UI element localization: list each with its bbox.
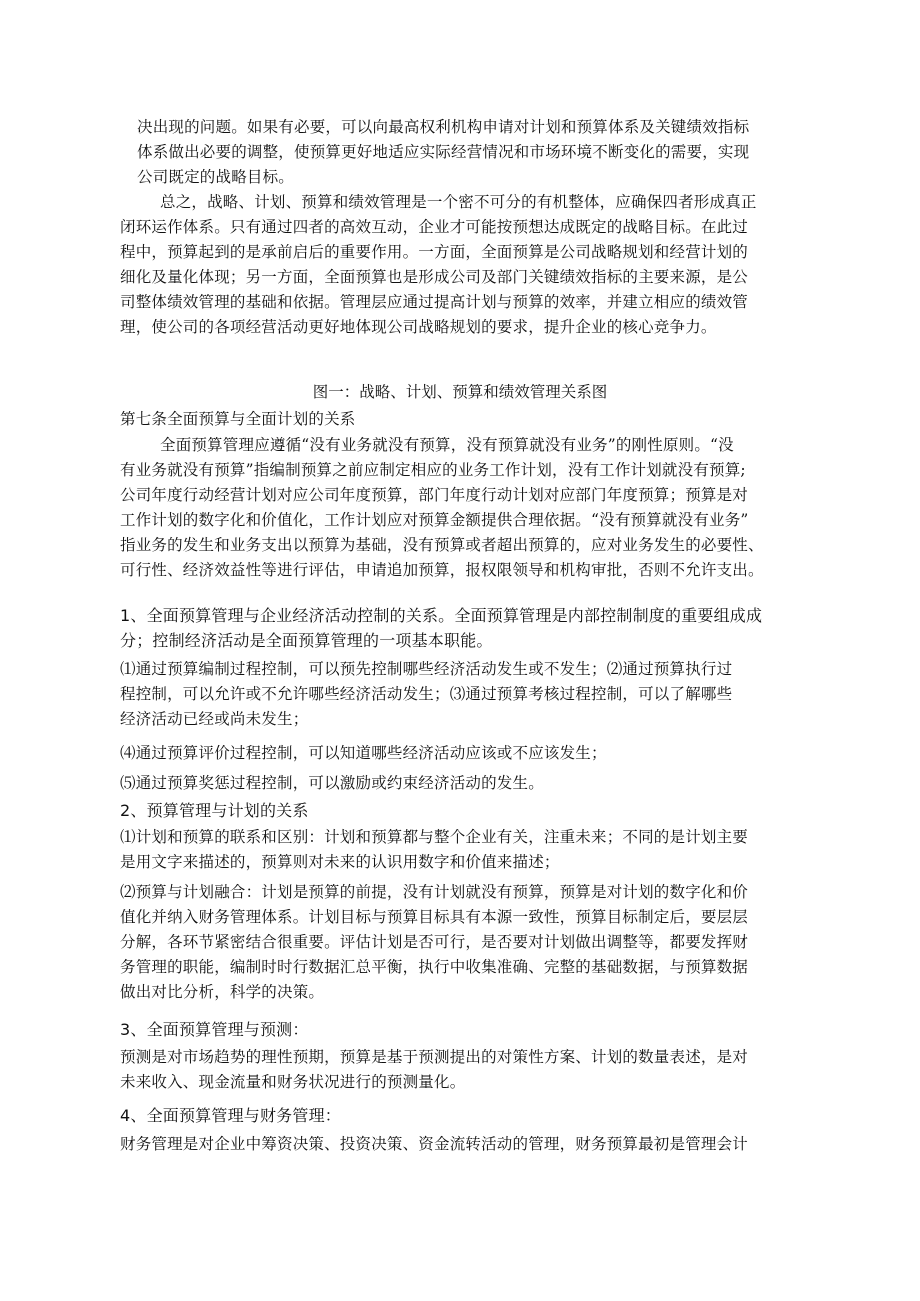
- text-line: 工作计划的数字化和价值化，工作计划应对预算金额提供合理依据。“没有预算就没有业务”: [120, 511, 749, 529]
- text-line: 决出现的问题。如果有必要，可以向最高权利机构申请对计划和预算体系及关键绩效指标: [137, 118, 750, 136]
- text-line: 程控制，可以允许或不允许哪些经济活动发生；⑶通过预算考核过程控制，可以了解哪些: [120, 685, 733, 703]
- section-2-item-2: [120, 880, 748, 1005]
- section-4-body: [120, 1132, 748, 1157]
- text-line: 第七条全面预算与全面计划的关系: [120, 410, 356, 428]
- text-line: ⑵预算与计划融合：计划是预算的前提，没有计划就没有预算，预算是对计划的数字化和价: [120, 883, 749, 901]
- section-2-heading: [120, 798, 309, 823]
- text-line: 务管理的职能，编制时时行数据汇总平衡，执行中收集准确、完整的基础数据，与预算数据: [120, 958, 749, 976]
- text-line: 程中，预算起到的是承前启后的重要作用。一方面，全面预算是公司战略规划和经营计划的: [120, 243, 749, 261]
- section-1-heading: [120, 603, 762, 653]
- text-line: 4、全面预算管理与财务管理：: [120, 1106, 341, 1125]
- section-1-item-5: [120, 771, 544, 796]
- text-line: 细化及量化体现；另一方面，全面预算也是形成公司及部门关键绩效指标的主要来源，是公: [120, 268, 749, 286]
- text-line: 公司既定的战略目标。: [137, 168, 295, 186]
- section-1-items: [120, 657, 732, 732]
- section-1-item-4: [120, 741, 607, 766]
- text-line: 可行性、经济效益性等进行评估，申请追加预算，报权限领导和机构审批，否则不允许支出。: [120, 561, 764, 579]
- article-title: [120, 407, 356, 432]
- text-line: 财务管理是对企业中筹资决策、投资决策、资金流转活动的管理，财务预算最初是管理会计: [120, 1135, 749, 1153]
- text-line: 3、全面预算管理与预测：: [120, 1020, 309, 1039]
- text-line: 全面预算管理应遵循“没有业务就没有预算，没有预算就没有业务”的刚性原则。“没: [160, 436, 734, 454]
- text-line: 闭环运作体系。只有通过四者的高效互动，企业才可能按预想达成既定的战略目标。在此过: [120, 218, 749, 236]
- text-line: 未来收入、现金流量和财务状况进行的预测量化。: [120, 1073, 466, 1091]
- text-line: 是用文字来描述的，预算则对未来的认识用数字和价值来描述；: [120, 853, 560, 871]
- text-line: 有业务就没有预算”指编制预算之前应制定相应的业务工作计划，没有工作计划就没有预算;: [120, 461, 746, 479]
- text-line: 做出对比分析，科学的决策。: [120, 983, 325, 1001]
- text-line: 分解，各环节紧密结合很重要。评估计划是否可行，是否要对计划做出调整等，都要发挥财: [120, 933, 749, 951]
- text-line: ⑷通过预算评价过程控制，可以知道哪些经济活动应该或不应该发生；: [120, 744, 607, 762]
- section-4-heading: [120, 1103, 341, 1128]
- text-line: 预测是对市场趋势的理性预期，预算是基于预测提出的对策性方案、计划的数量表述，是对: [120, 1048, 749, 1066]
- paragraph-article7: [120, 433, 764, 583]
- section-3-heading: [120, 1017, 309, 1042]
- text-line: ⑸通过预算奖惩过程控制，可以激励或约束经济活动的发生。: [120, 774, 544, 792]
- text-line: 总之，战略、计划、预算和绩效管理是一个密不可分的有机整体，应确保四者形成真正: [160, 193, 757, 211]
- text-line: 公司年度行动经营计划对应公司年度预算，部门年度行动计划对应部门年度预算；预算是对: [120, 486, 749, 504]
- section-2-item-1: [120, 825, 748, 875]
- section-3-body: [120, 1045, 748, 1095]
- paragraph-summary: [120, 190, 757, 340]
- text-line: 司整体绩效管理的基础和依据。管理层应通过提高计划与预算的效率，并建立相应的绩效管: [120, 293, 749, 311]
- text-line: ⑴通过预算编制过程控制，可以预先控制哪些经济活动发生或不发生；⑵通过预算执行过: [120, 660, 733, 678]
- text-line: 体系做出必要的调整，使预算更好地适应实际经营情况和市场环境不断变化的需要，实现: [137, 143, 750, 161]
- text-line: 经济活动已经或尚未发生；: [120, 710, 309, 728]
- text-line: 2、预算管理与计划的关系: [120, 801, 309, 820]
- paragraph-continuation: [137, 115, 749, 190]
- text-line: 值化并纳入财务管理体系。计划目标与预算目标具有本源一致性，预算目标制定后，要层层: [120, 908, 749, 926]
- figure-caption: 图一：战略、计划、预算和绩效管理关系图: [312, 383, 608, 401]
- text-line: ⑴计划和预算的联系和区别：计划和预算都与整个企业有关，注重未来；不同的是计划主要: [120, 828, 749, 846]
- text-line: 理，使公司的各项经营活动更好地体现公司战略规划的要求，提升企业的核心竞争力。: [120, 318, 717, 336]
- text-line: 指业务的发生和业务支出以预算为基础，没有预算或者超出预算的，应对业务发生的必要性、: [120, 536, 764, 554]
- text-line: 1、全面预算管理与企业经济活动控制的关系。全面预算管理是内部控制制度的重要组成成: [120, 606, 763, 625]
- text-line: 分；控制经济活动是全面预算管理的一项基本职能。: [120, 631, 493, 650]
